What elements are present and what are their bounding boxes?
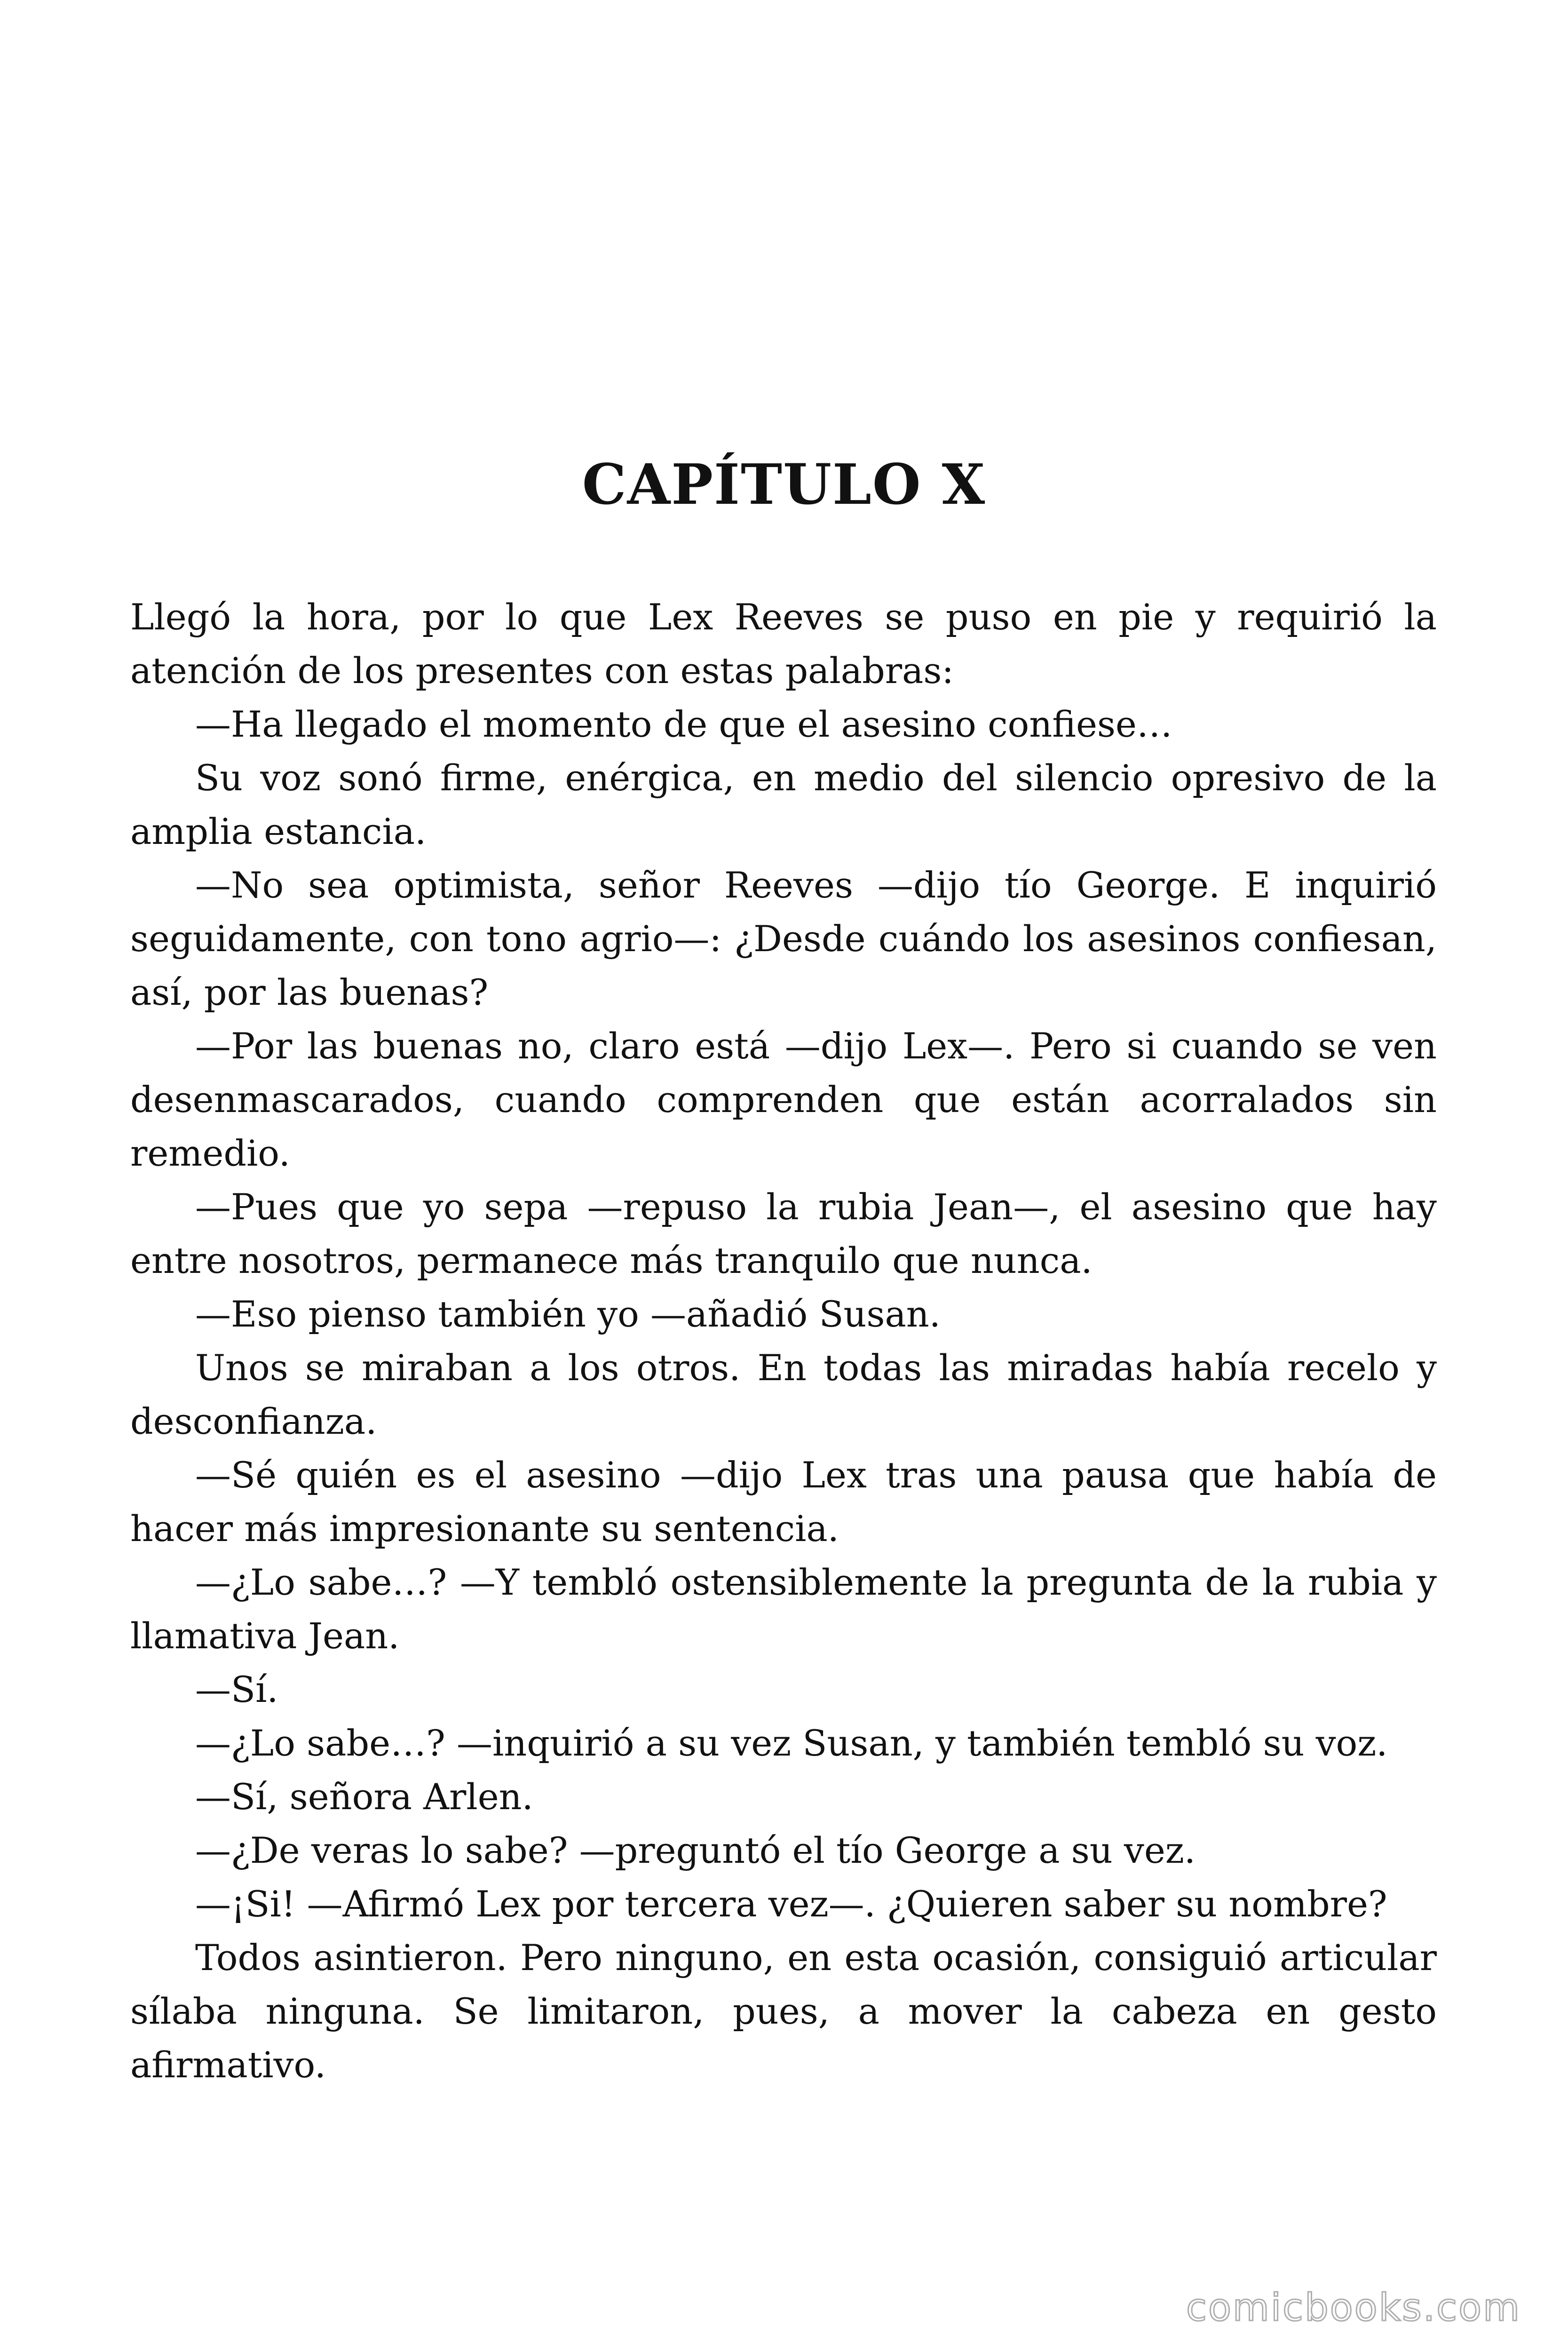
paragraph: —Sí. xyxy=(195,1669,278,1710)
paragraph: —Sé quién es el asesino —dijo Lex tras una pausa que había de hacer más impresionante su sentencia. xyxy=(130,1454,1437,1549)
watermark: comicbooks.com xyxy=(1186,2286,1521,2329)
paragraph: Su voz sonó firme, enérgica, en medio del silencio opresivo de la amplia estancia. xyxy=(130,757,1437,852)
paragraph: Todos asintieron. Pero ninguno, en esta ocasión, consiguió articular sílaba ninguna. Se limitaron, pues, a mover la cabeza en gesto afirmativo. xyxy=(130,1937,1437,2086)
paragraph: —Pues que yo sepa —repuso la rubia Jean—, el asesino que hay entre nosotros, permanece más tranquilo que nunca. xyxy=(130,1186,1437,1281)
paragraph: —No sea optimista, señor Reeves —dijo tío George. E inquirió seguidamente, con tono agrio—: ¿Desde cuándo los asesinos confiesan, así, por las buenas? xyxy=(130,864,1437,1013)
chapter-title: CAPÍTULO X xyxy=(582,452,986,517)
paragraph: —Por las buenas no, claro está —dijo Lex—. Pero si cuando se ven desenmascarados, cuando comprenden que están acorralados sin remedio. xyxy=(130,1025,1437,1174)
paragraph: —¡Si! —Afirmó Lex por tercera vez—. ¿Quieren saber su nombre? xyxy=(195,1883,1387,1925)
paragraph: —¿Lo sabe…? —Y tembló ostensiblemente la pregunta de la rubia y llamativa Jean. xyxy=(130,1561,1437,1657)
paragraph: Unos se miraban a los otros. En todas las miradas había recelo y desconfianza. xyxy=(130,1347,1437,1442)
paragraph: Llegó la hora, por lo que Lex Reeves se puso en pie y requirió la atención de los presentes con estas palabras: xyxy=(130,596,1437,691)
paragraph: —Eso pienso también yo —añadió Susan. xyxy=(195,1293,941,1335)
paragraph: —Ha llegado el momento de que el asesino confiese… xyxy=(195,703,1172,745)
chapter-body xyxy=(130,590,1437,2092)
paragraph: —¿De veras lo sabe? —preguntó el tío George a su vez. xyxy=(195,1829,1196,1871)
paragraph: —¿Lo sabe…? —inquirió a su vez Susan, y también tembló su voz. xyxy=(195,1722,1388,1764)
paragraph: —Sí, señora Arlen. xyxy=(195,1776,533,1818)
